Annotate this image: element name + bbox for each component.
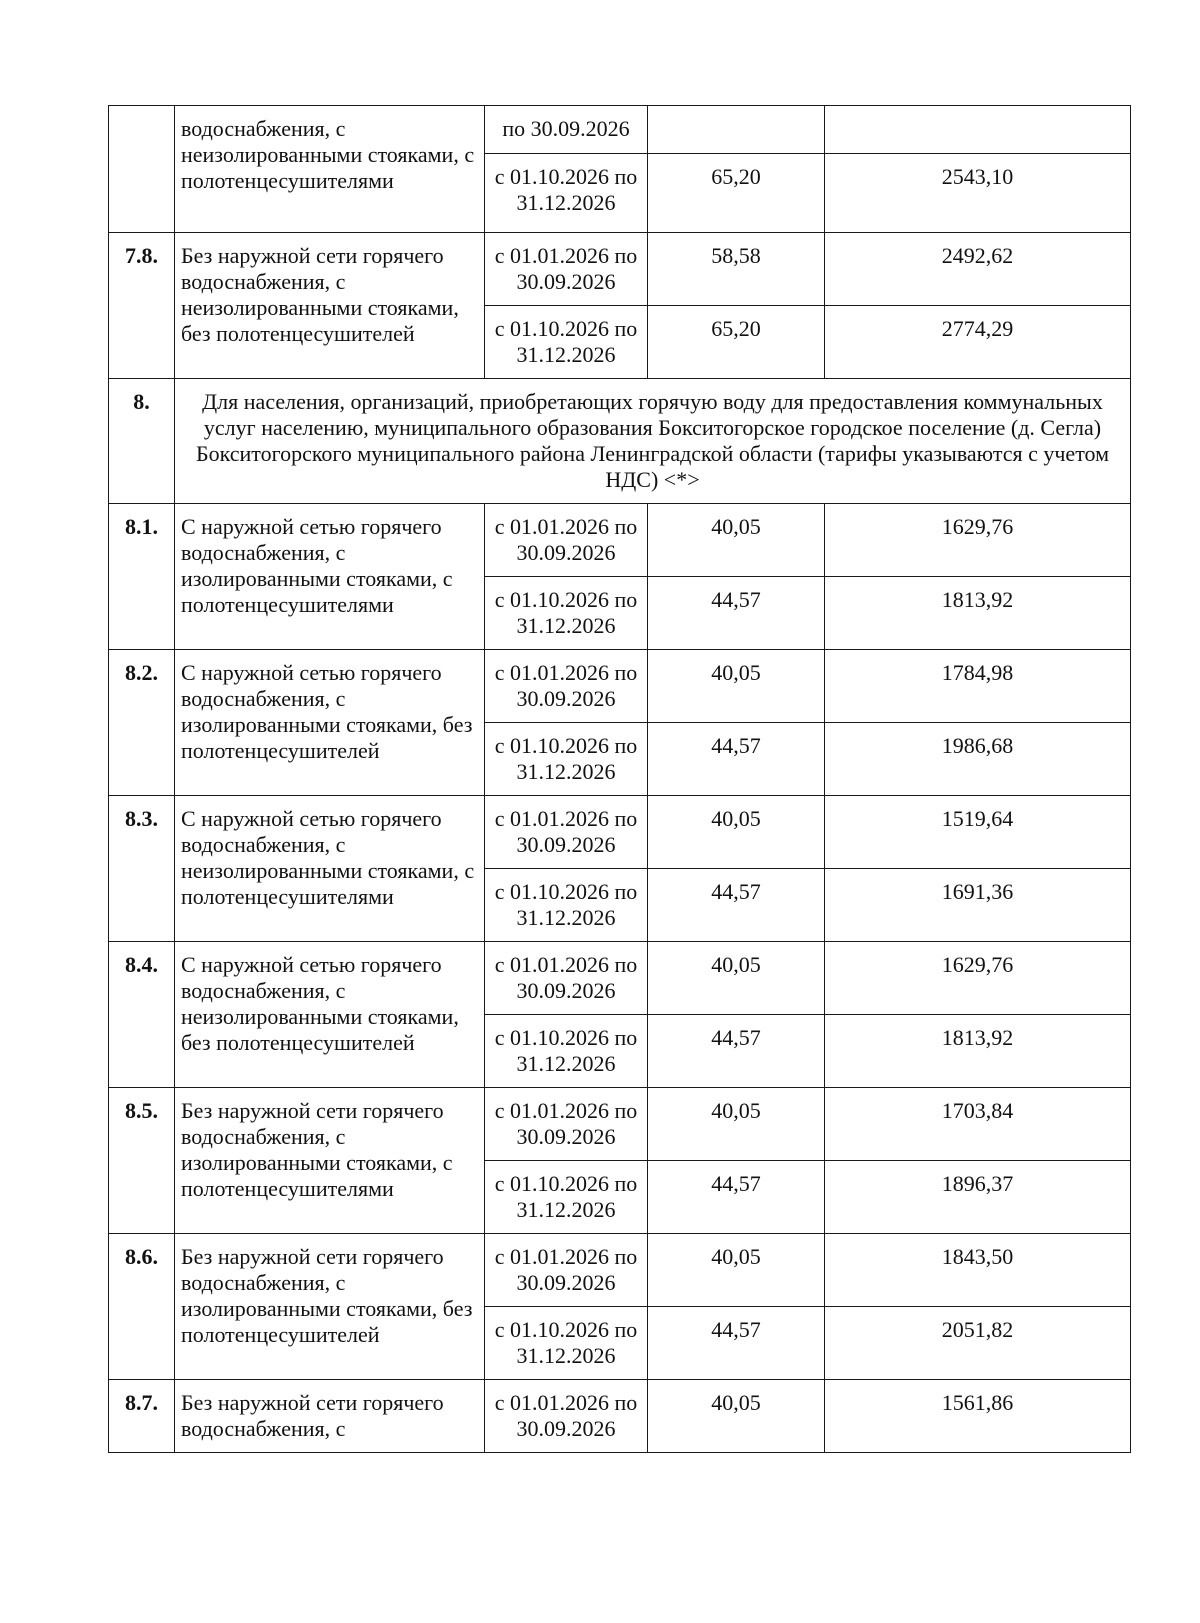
period-cell: с 01.01.2026 по 30.09.2026 [485, 650, 648, 723]
rate-cell: 40,05 [648, 1380, 825, 1453]
rate-cell: 44,57 [648, 577, 825, 650]
rate-cell: 40,05 [648, 942, 825, 1015]
description-cell: Без наружной сети горячего водоснабжения, с неизолированными стояками, без полотенцесушителей [175, 233, 485, 379]
total-cell: 1703,84 [825, 1088, 1131, 1161]
rate-cell: 40,05 [648, 504, 825, 577]
total-cell: 1629,76 [825, 504, 1131, 577]
rate-cell: 40,05 [648, 796, 825, 869]
row-number-cell: 8.5. [109, 1088, 175, 1234]
total-cell: 1691,36 [825, 869, 1131, 942]
table-row [109, 650, 1131, 723]
total-cell: 1813,92 [825, 1015, 1131, 1088]
total-cell [825, 106, 1131, 154]
period-cell: с 01.01.2026 по 30.09.2026 [485, 1088, 648, 1161]
table-row [109, 1088, 1131, 1161]
description-cell: С наружной сетью горячего водоснабжения, с изолированными стояками, с полотенцесушителями [175, 504, 485, 650]
tariff-rows [109, 504, 1131, 1380]
period-cell: с 01.10.2026 по 31.12.2026 [485, 577, 648, 650]
period-cell: с 01.01.2026 по 30.09.2026 [485, 796, 648, 869]
table-row [109, 1380, 1131, 1453]
rate-cell: 40,05 [648, 1234, 825, 1307]
rate-cell: 44,57 [648, 1015, 825, 1088]
period-cell: по 30.09.2026 [485, 106, 648, 154]
total-cell: 1561,86 [825, 1380, 1131, 1453]
row-number-cell: 7.8. [109, 233, 175, 379]
row-number-cell [109, 106, 175, 233]
row-number-cell: 8.1. [109, 504, 175, 650]
period-cell: с 01.10.2026 по 31.12.2026 [485, 154, 648, 233]
period-cell: с 01.10.2026 по 31.12.2026 [485, 723, 648, 796]
table-row [109, 1234, 1131, 1307]
description-cell: водоснабжения, с неизолированными стояками, с полотенцесушителями [175, 106, 485, 233]
section-header-row [109, 379, 1131, 504]
tariff-table [108, 105, 1131, 1453]
total-cell: 2543,10 [825, 154, 1131, 233]
description-cell: С наружной сетью горячего водоснабжения, с неизолированными стояками, без полотенцесушителей [175, 942, 485, 1088]
row-number-cell: 8.4. [109, 942, 175, 1088]
row-number-cell: 8.6. [109, 1234, 175, 1380]
rate-cell: 40,05 [648, 1088, 825, 1161]
period-cell: с 01.01.2026 по 30.09.2026 [485, 233, 648, 306]
tariff-table-body [109, 106, 1131, 504]
section-number-cell: 8. [109, 379, 175, 504]
total-cell: 1784,98 [825, 650, 1131, 723]
total-cell: 1813,92 [825, 577, 1131, 650]
description-cell: Без наружной сети горячего водоснабжения, с изолированными стояками, с полотенцесушителями [175, 1088, 485, 1234]
total-cell: 1896,37 [825, 1161, 1131, 1234]
total-cell: 1986,68 [825, 723, 1131, 796]
rate-cell [648, 106, 825, 154]
table-row [109, 942, 1131, 1015]
period-cell: с 01.01.2026 по 30.09.2026 [485, 504, 648, 577]
rate-cell: 44,57 [648, 723, 825, 796]
rate-cell: 44,57 [648, 869, 825, 942]
description-cell: С наружной сетью горячего водоснабжения, с неизолированными стояками, с полотенцесушителями [175, 796, 485, 942]
document-page [108, 105, 1130, 1453]
rate-cell: 65,20 [648, 154, 825, 233]
total-cell: 1629,76 [825, 942, 1131, 1015]
rate-cell: 58,58 [648, 233, 825, 306]
period-cell: с 01.01.2026 по 30.09.2026 [485, 1234, 648, 1307]
description-cell: Без наружной сети горячего водоснабжения, с изолированными стояками, без полотенцесушителей [175, 1234, 485, 1380]
rate-cell: 44,57 [648, 1161, 825, 1234]
period-cell: с 01.01.2026 по 30.09.2026 [485, 1380, 648, 1453]
rate-cell: 40,05 [648, 650, 825, 723]
row-number-cell: 8.7. [109, 1380, 175, 1453]
period-cell: с 01.10.2026 по 31.12.2026 [485, 869, 648, 942]
description-cell: Без наружной сети горячего водоснабжения, с [175, 1380, 485, 1453]
row-number-cell: 8.3. [109, 796, 175, 942]
period-cell: с 01.10.2026 по 31.12.2026 [485, 306, 648, 379]
description-cell: С наружной сетью горячего водоснабжения, с изолированными стояками, без полотенцесушителей [175, 650, 485, 796]
period-cell: с 01.01.2026 по 30.09.2026 [485, 942, 648, 1015]
row-number-cell: 8.2. [109, 650, 175, 796]
table-row [109, 233, 1131, 306]
period-cell: с 01.10.2026 по 31.12.2026 [485, 1307, 648, 1380]
table-row [109, 796, 1131, 869]
total-cell: 2774,29 [825, 306, 1131, 379]
period-cell: с 01.10.2026 по 31.12.2026 [485, 1161, 648, 1234]
rate-cell: 65,20 [648, 306, 825, 379]
tariff-table-tail [109, 1380, 1131, 1453]
section-header-text: Для населения, организаций, приобретающих горячую воду для предоставления коммунальных услуг населению, муниципального образования Бокситогорское городское поселение (д. Сегла) Бокситогорского муниципального района Ленинградской области (тарифы указываются с учетом НДС) <*> [175, 379, 1131, 504]
period-cell: с 01.10.2026 по 31.12.2026 [485, 1015, 648, 1088]
total-cell: 2051,82 [825, 1307, 1131, 1380]
table-row [109, 504, 1131, 577]
total-cell: 2492,62 [825, 233, 1131, 306]
total-cell: 1519,64 [825, 796, 1131, 869]
table-row [109, 106, 1131, 154]
rate-cell: 44,57 [648, 1307, 825, 1380]
total-cell: 1843,50 [825, 1234, 1131, 1307]
